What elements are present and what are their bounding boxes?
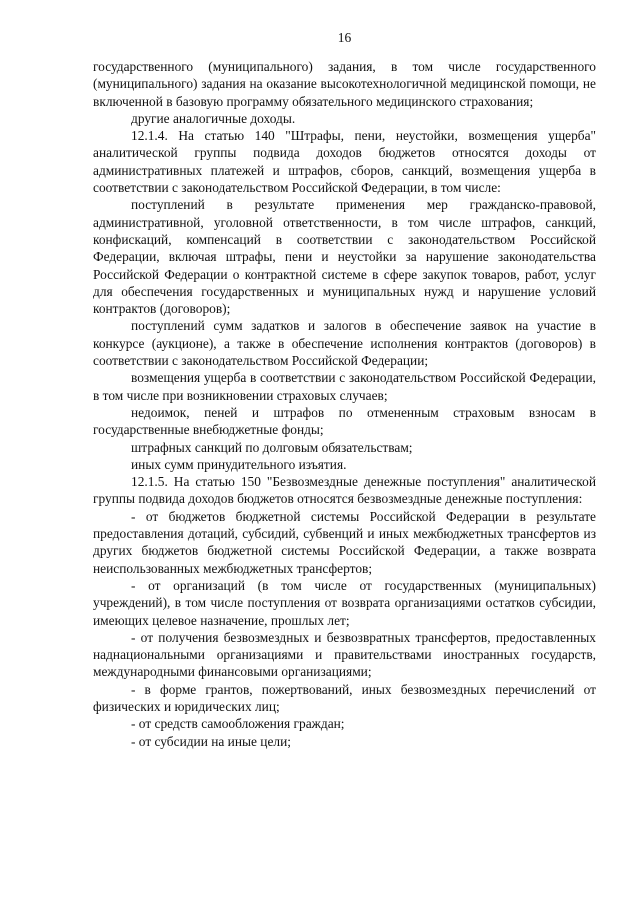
paragraph: возмещения ущерба в соответствии с законодательством Российской Федерации, в том числе при возникновении страховых случаев;: [93, 370, 596, 403]
paragraph: - от получения безвозмездных и безвозвратных трансфертов, предоставленных наднациональными организациями и правительствами иностранных государств, международными финансовыми организациями;: [93, 629, 596, 680]
page-number: 16: [337, 30, 352, 45]
paragraph: недоимок, пеней и штрафов по отмененным страховым взносам в государственные внебюджетные фонды;: [93, 404, 596, 438]
paragraph: иных сумм принудительного изъятия.: [131, 456, 347, 472]
document-body: [93, 58, 596, 750]
paragraph: государственного (муниципального) задания, в том числе государственного (муниципального) задания на оказание высокотехнологичной медицинской помощи, не включенной в базовую программу обязательного медицинского страхования;: [93, 59, 596, 109]
paragraph: - от средств самообложения граждан;: [131, 716, 345, 732]
paragraph: 12.1.5. На статью 150 "Безвозмездные денежные поступления" аналитической группы подвида доходов бюджетов относятся безвозмездные денежные поступления:: [93, 474, 596, 507]
paragraph: поступлений в результате применения мер гражданско-правовой, административной, уголовной ответственности, в том числе штрафов, санкций, конфискаций, компенсаций в соответствии с законодательством Российской Федерации, включая штрафы, пени и неустойки за нарушение законодательства Российской Федерации о контрактной системе в сфере закупок товаров, работ, услуг для обеспечения государственных и муниципальных нужд и нарушение условий контрактов (договоров);: [93, 197, 596, 317]
paragraph: штрафных санкций по долговым обязательствам;: [131, 439, 413, 455]
paragraph: - от субсидии на иные цели;: [131, 733, 291, 749]
paragraph: - от организаций (в том числе от государственных (муниципальных) учреждений), в том числе поступления от возврата организациями остатков субсидии, имеющих целевое назначение, прошлых лет;: [93, 577, 596, 628]
paragraph: - от бюджетов бюджетной системы Российской Федерации в результате предоставления дотаций, субсидий, субвенций и иных межбюджетных трансфертов из других бюджетов бюджетной системы Российской Федерации, а также возврата неиспользованных межбюджетных трансфертов;: [93, 508, 596, 576]
paragraph: поступлений сумм задатков и залогов в обеспечение заявок на участие в конкурсе (аукционе), а также в обеспечение исполнения контрактов (договоров) в соответствии с законодательством Российской Федерации;: [93, 318, 596, 369]
paragraph: 12.1.4. На статью 140 "Штрафы, пени, неустойки, возмещения ущерба" аналитической группы подвида доходов бюджетов относятся доходы от административных платежей и штрафов, сборов, санкций, возмещения ущерба в соответствии с законодательством Российской Федерации, в том числе:: [93, 128, 596, 196]
paragraph: - в форме грантов, пожертвований, иных безвозмездных перечислений от физических и юридических лиц;: [93, 681, 596, 714]
paragraph: другие аналогичные доходы.: [131, 110, 296, 126]
